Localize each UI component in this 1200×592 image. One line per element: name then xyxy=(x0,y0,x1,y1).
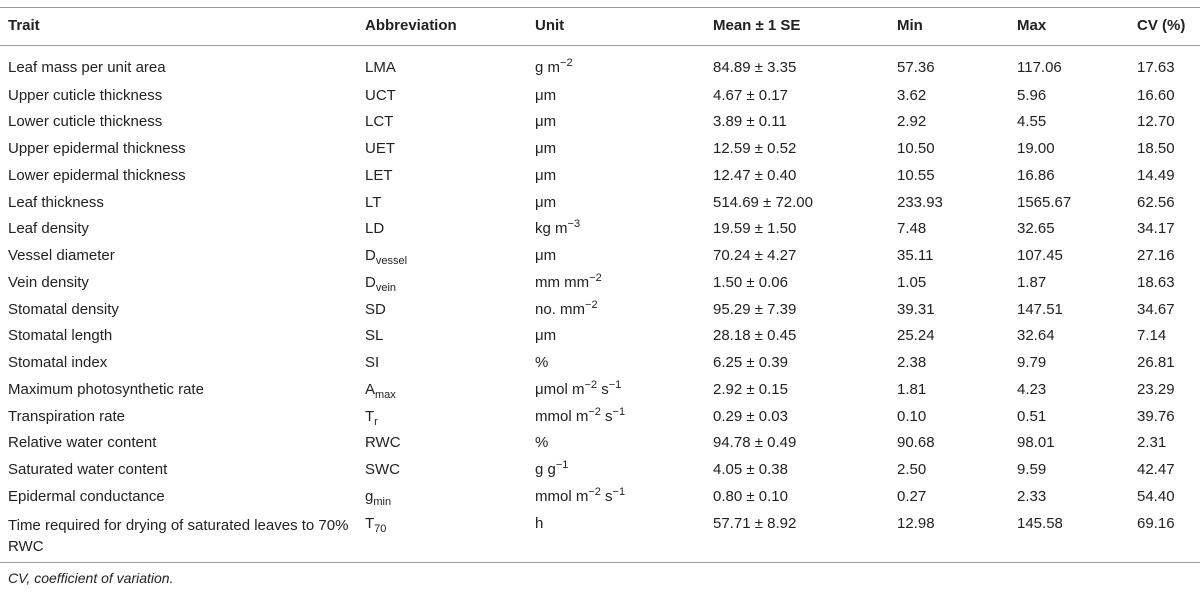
cell-min: 90.68 xyxy=(897,434,935,452)
unit-text: mmol m xyxy=(535,487,589,505)
abbreviation-text: UCT xyxy=(365,86,396,104)
cell-max: 98.01 xyxy=(1017,434,1055,452)
cell-abbreviation xyxy=(357,242,527,269)
abbreviation-text: SI xyxy=(365,354,380,371)
cell-mean-se: 19.59 ± 1.50 xyxy=(713,220,797,238)
abbreviation-subscript: max xyxy=(375,388,396,401)
cell-trait: Lower epidermal thickness xyxy=(8,166,186,184)
cell-unit xyxy=(527,456,705,483)
cell-min: 1.05 xyxy=(897,273,927,291)
table-row xyxy=(0,269,1200,296)
cell-min: 1.81 xyxy=(897,380,927,398)
cell-max: 32.65 xyxy=(1017,220,1055,238)
table-row xyxy=(0,403,1200,430)
cell-trait: Stomatal length xyxy=(8,327,113,345)
cell-unit xyxy=(527,376,705,403)
unit-exponent: −2 xyxy=(588,485,601,498)
cell-abbreviation xyxy=(357,108,527,135)
unit-text: h xyxy=(535,514,544,532)
unit-tail-text: s xyxy=(600,487,613,505)
cell-unit xyxy=(527,82,705,109)
cell-mean-se: 4.67 ± 0.17 xyxy=(713,86,788,104)
abbreviation-subscript: 70 xyxy=(374,522,387,535)
unit-exponent: −2 xyxy=(584,378,598,391)
unit-tail-exponent: −1 xyxy=(612,405,626,418)
abbreviation-text: LET xyxy=(365,166,393,184)
cell-trait: Stomatal index xyxy=(8,354,108,371)
abbreviation-text: T xyxy=(365,407,375,425)
cell-cv: 23.29 xyxy=(1137,380,1175,398)
cell-unit xyxy=(527,269,705,296)
cell-min: 2.50 xyxy=(897,461,927,478)
cell-unit xyxy=(527,215,705,242)
cell-cv: 62.56 xyxy=(1137,193,1175,211)
cell-abbreviation xyxy=(357,189,527,216)
unit-text: % xyxy=(535,434,549,452)
header-trait: Trait xyxy=(0,8,357,46)
unit-text: μm xyxy=(535,140,557,157)
abbreviation-text: LMA xyxy=(365,59,396,76)
cell-mean-se: 1.50 ± 0.06 xyxy=(713,273,788,291)
cell-max: 9.79 xyxy=(1017,354,1047,371)
cell-trait: Vein density xyxy=(8,273,89,291)
unit-exponent: −1 xyxy=(555,459,569,471)
table-row xyxy=(0,296,1200,323)
abbreviation-subscript: min xyxy=(373,495,392,508)
cell-mean-se: 0.29 ± 0.03 xyxy=(713,407,788,425)
unit-text: μm xyxy=(535,86,557,104)
unit-text: μm xyxy=(535,327,557,345)
abbreviation-subscript: vein xyxy=(375,281,397,294)
table-row xyxy=(0,135,1200,162)
unit-tail-text: s xyxy=(600,407,613,425)
cell-unit xyxy=(527,46,705,82)
cell-abbreviation xyxy=(357,296,527,323)
cell-cv: 26.81 xyxy=(1137,354,1175,371)
unit-exponent: −2 xyxy=(585,298,598,311)
cell-mean-se: 94.78 ± 0.49 xyxy=(713,434,797,452)
abbreviation-text: g xyxy=(365,487,374,505)
cell-mean-se: 514.69 ± 72.00 xyxy=(713,193,813,211)
cell-min: 2.92 xyxy=(897,113,927,131)
cell-min: 233.93 xyxy=(897,193,943,211)
cell-min: 10.55 xyxy=(897,166,935,184)
cell-mean-se: 84.89 ± 3.35 xyxy=(713,59,797,76)
cell-trait: Transpiration rate xyxy=(8,407,125,425)
abbreviation-text: RWC xyxy=(365,434,401,452)
cell-cv: 34.17 xyxy=(1137,220,1175,238)
cell-min: 35.11 xyxy=(897,247,934,264)
cell-max: 32.64 xyxy=(1017,327,1055,345)
abbreviation-subscript: r xyxy=(374,415,378,428)
cell-unit xyxy=(527,483,705,510)
cell-abbreviation xyxy=(357,162,527,189)
cell-max: 4.23 xyxy=(1017,380,1047,398)
cell-mean-se: 2.92 ± 0.15 xyxy=(713,380,788,398)
cell-cv: 16.60 xyxy=(1137,86,1175,104)
cell-trait: Vessel diameter xyxy=(8,247,115,264)
header-min: Min xyxy=(889,8,1009,46)
unit-tail-text: s xyxy=(597,380,609,398)
abbreviation-subscript: vessel xyxy=(375,255,408,267)
abbreviation-text: D xyxy=(365,273,376,291)
abbreviation-text: SL xyxy=(365,327,384,345)
cell-trait: Leaf density xyxy=(8,220,89,238)
table-row xyxy=(0,215,1200,242)
cell-cv: 39.76 xyxy=(1137,407,1175,425)
cell-max: 5.96 xyxy=(1017,86,1047,104)
table-row xyxy=(0,46,1200,82)
unit-exponent: −2 xyxy=(589,271,602,284)
cell-mean-se: 28.18 ± 0.45 xyxy=(713,327,797,345)
abbreviation-text: LT xyxy=(365,193,382,211)
unit-text: no. mm xyxy=(535,300,586,318)
table-row xyxy=(0,510,1200,563)
cell-abbreviation xyxy=(357,322,527,349)
unit-exponent: −2 xyxy=(588,405,601,418)
cell-cv: 14.49 xyxy=(1137,166,1175,184)
cell-trait: Leaf thickness xyxy=(8,193,104,211)
cell-unit xyxy=(527,322,705,349)
cell-mean-se: 70.24 ± 4.27 xyxy=(713,247,797,264)
traits-table xyxy=(0,7,1200,563)
cell-cv: 27.16 xyxy=(1137,247,1175,264)
unit-text: kg m xyxy=(535,220,568,238)
cell-mean-se: 6.25 ± 0.39 xyxy=(713,354,788,371)
cell-mean-se: 57.71 ± 8.92 xyxy=(705,510,889,563)
abbreviation-text: LD xyxy=(365,220,385,238)
table-row xyxy=(0,242,1200,269)
cell-unit xyxy=(527,135,705,162)
cell-abbreviation xyxy=(357,215,527,242)
cell-mean-se: 3.89 ± 0.11 xyxy=(713,113,787,131)
table-row xyxy=(0,429,1200,456)
cell-max: 4.55 xyxy=(1017,113,1047,131)
cell-cv: 17.63 xyxy=(1137,59,1175,76)
cell-abbreviation xyxy=(357,269,527,296)
cell-cv: 18.63 xyxy=(1137,273,1175,291)
cell-min: 2.38 xyxy=(897,354,927,371)
cell-trait: Leaf mass per unit area xyxy=(8,59,166,76)
table-row xyxy=(0,376,1200,403)
cell-mean-se: 0.80 ± 0.10 xyxy=(713,487,788,505)
cell-min: 0.27 xyxy=(897,487,927,505)
cell-trait: Epidermal conductance xyxy=(8,487,165,505)
cell-mean-se: 12.59 ± 0.52 xyxy=(713,140,797,157)
cell-trait: Saturated water content xyxy=(8,461,168,478)
cell-abbreviation xyxy=(357,82,527,109)
abbreviation-text: T xyxy=(365,514,375,532)
unit-text: μm xyxy=(535,113,557,131)
cell-trait: Stomatal density xyxy=(8,300,119,318)
cell-trait: Lower cuticle thickness xyxy=(8,113,163,131)
cell-cv: 7.14 xyxy=(1137,327,1167,345)
table-row xyxy=(0,349,1200,376)
unit-text: g m xyxy=(535,59,561,76)
table-row xyxy=(0,108,1200,135)
table-row xyxy=(0,456,1200,483)
cell-cv: 18.50 xyxy=(1137,140,1175,157)
unit-text: mmol m xyxy=(535,407,589,425)
unit-text: μm xyxy=(535,166,557,184)
cell-cv: 34.67 xyxy=(1137,300,1175,318)
table-body xyxy=(0,46,1200,563)
table-row xyxy=(0,322,1200,349)
cell-abbreviation xyxy=(357,349,527,376)
cell-abbreviation xyxy=(357,456,527,483)
abbreviation-text: SWC xyxy=(365,461,400,478)
cell-abbreviation xyxy=(357,135,527,162)
cell-max: 117.06 xyxy=(1017,59,1062,76)
cell-mean-se: 4.05 ± 0.38 xyxy=(713,461,788,478)
table-footnote: CV, coefficient of variation. xyxy=(8,570,174,586)
table-row xyxy=(0,82,1200,109)
header-unit: Unit xyxy=(527,8,705,46)
cell-cv: 2.31 xyxy=(1137,434,1167,452)
cell-trait: Relative water content xyxy=(8,434,157,452)
cell-max: 2.33 xyxy=(1017,487,1047,505)
cell-abbreviation xyxy=(357,46,527,82)
cell-trait: Upper cuticle thickness xyxy=(8,86,163,104)
cell-abbreviation xyxy=(357,403,527,430)
cell-min: 10.50 xyxy=(897,140,935,157)
unit-text: g g xyxy=(535,461,556,478)
cell-min: 57.36 xyxy=(897,59,935,76)
cell-cv: 12.70 xyxy=(1137,113,1175,131)
cell-trait: Maximum photosynthetic rate xyxy=(8,380,204,398)
header-cv: CV (%) xyxy=(1129,8,1200,46)
header-max: Max xyxy=(1009,8,1129,46)
abbreviation-text: LCT xyxy=(365,113,394,131)
cell-min: 25.24 xyxy=(897,327,935,345)
table-row xyxy=(0,483,1200,510)
unit-exponent: −2 xyxy=(560,57,573,69)
unit-text: μm xyxy=(535,247,557,264)
cell-max: 1565.67 xyxy=(1017,193,1072,211)
cell-unit xyxy=(527,242,705,269)
cell-max: 1.87 xyxy=(1017,273,1047,291)
cell-cv: 69.16 xyxy=(1129,510,1200,563)
cell-abbreviation xyxy=(357,483,527,510)
cell-unit xyxy=(527,510,705,563)
cell-cv: 42.47 xyxy=(1137,461,1175,478)
cell-trait: Upper epidermal thickness xyxy=(8,140,186,157)
cell-trait: Time required for drying of saturated leaves to 70% RWC xyxy=(0,510,357,563)
table-row xyxy=(0,189,1200,216)
cell-mean-se: 95.29 ± 7.39 xyxy=(713,300,797,318)
cell-unit xyxy=(527,189,705,216)
abbreviation-text: SD xyxy=(365,300,386,318)
cell-min: 7.48 xyxy=(897,220,927,238)
unit-tail-exponent: −1 xyxy=(608,378,622,391)
cell-abbreviation xyxy=(357,510,527,563)
cell-max: 9.59 xyxy=(1017,461,1047,478)
unit-text: % xyxy=(535,354,549,371)
cell-unit xyxy=(527,349,705,376)
cell-min: 39.31 xyxy=(897,300,935,318)
unit-text: mm mm xyxy=(535,273,590,291)
unit-text: μm xyxy=(535,193,557,211)
abbreviation-text: UET xyxy=(365,140,395,157)
cell-unit xyxy=(527,429,705,456)
abbreviation-text: D xyxy=(365,247,376,264)
cell-max: 16.86 xyxy=(1017,166,1055,184)
cell-min: 0.10 xyxy=(897,407,927,425)
cell-abbreviation xyxy=(357,429,527,456)
table-row xyxy=(0,162,1200,189)
table-header-row xyxy=(0,8,1200,46)
cell-abbreviation xyxy=(357,376,527,403)
header-mean-se: Mean ± 1 SE xyxy=(705,8,889,46)
cell-max: 107.45 xyxy=(1017,247,1063,264)
header-abbreviation: Abbreviation xyxy=(357,8,527,46)
cell-mean-se: 12.47 ± 0.40 xyxy=(713,166,797,184)
cell-unit xyxy=(527,403,705,430)
cell-min: 12.98 xyxy=(889,510,1009,563)
unit-exponent: −3 xyxy=(567,218,581,231)
abbreviation-text: A xyxy=(365,380,376,398)
cell-unit xyxy=(527,162,705,189)
cell-unit xyxy=(527,296,705,323)
cell-cv: 54.40 xyxy=(1137,487,1175,505)
cell-max: 19.00 xyxy=(1017,140,1055,157)
unit-text: μmol m xyxy=(535,380,585,398)
cell-max: 145.58 xyxy=(1009,510,1129,563)
cell-unit xyxy=(527,108,705,135)
cell-max: 0.51 xyxy=(1017,407,1047,425)
cell-max: 147.51 xyxy=(1017,300,1063,318)
cell-min: 3.62 xyxy=(897,86,927,104)
unit-tail-exponent: −1 xyxy=(612,485,626,498)
